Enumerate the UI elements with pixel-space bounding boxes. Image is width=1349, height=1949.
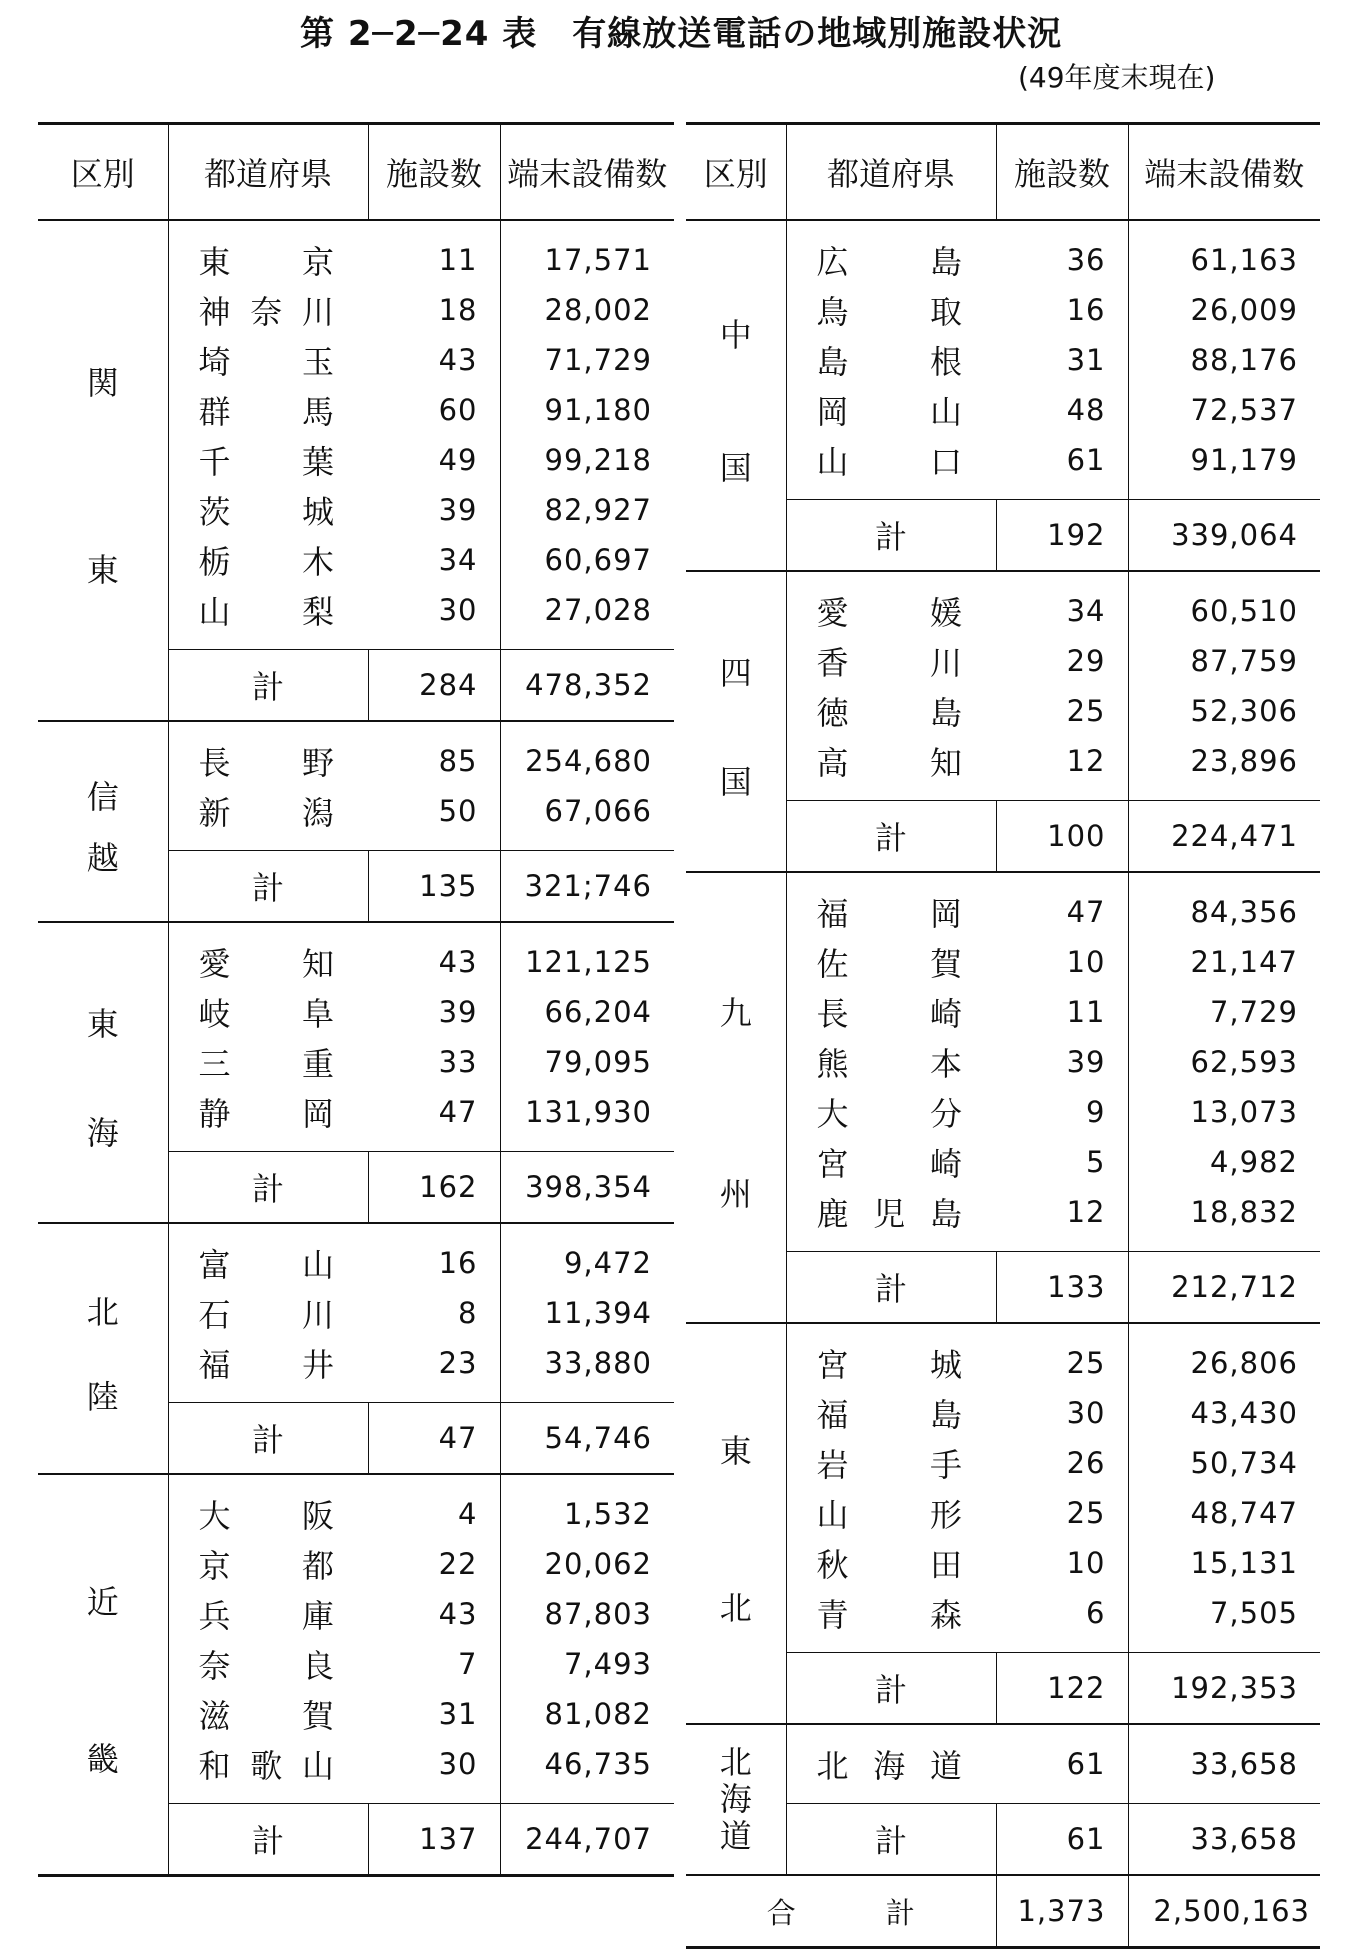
- terminal-count: 11,394: [544, 1296, 652, 1330]
- total-label: 計: [786, 801, 996, 873]
- facility-count: 39: [368, 485, 500, 535]
- prefecture-name: 山梨: [198, 593, 334, 631]
- terminal-count: 4,982: [1209, 1145, 1298, 1179]
- terminal-count: 131,930: [525, 1095, 652, 1129]
- terminal-count: 21,147: [1190, 945, 1298, 979]
- prefecture-name: 香川: [816, 644, 962, 682]
- facility-count: 10: [996, 1538, 1128, 1588]
- terminal-count: 23,896: [1190, 744, 1298, 778]
- facility-count: 33: [368, 1037, 500, 1087]
- terminal-count: 87,803: [544, 1597, 652, 1631]
- prefecture-name: 山形: [816, 1496, 962, 1534]
- prefecture-name: 石川: [198, 1296, 334, 1334]
- terminal-count: 82,927: [544, 493, 652, 527]
- prefecture-name: 長崎: [816, 995, 962, 1033]
- header-facilities: 施設数: [368, 124, 500, 221]
- region-name: [720, 655, 752, 801]
- facility-count: 11: [368, 220, 500, 285]
- header-region: 区別: [38, 124, 168, 221]
- region-char: 東: [86, 551, 119, 590]
- facility-count: 25: [996, 1488, 1128, 1538]
- total-facility-count: 47: [368, 1403, 500, 1475]
- region-cell: [38, 220, 168, 721]
- terminal-count: 60,697: [544, 543, 652, 577]
- terminal-count: 121,125: [500, 922, 674, 987]
- region-cell: [38, 922, 168, 1223]
- table-row: [686, 571, 1320, 636]
- total-facility-count: 162: [368, 1152, 500, 1224]
- terminal-count: 9,472: [500, 1223, 674, 1288]
- facility-count: 31: [368, 1689, 500, 1739]
- terminal-count: 60,510: [1128, 571, 1320, 636]
- facility-count: 23: [368, 1338, 500, 1403]
- prefecture-name: 岡山: [816, 393, 962, 431]
- terminal-count: 91,180: [544, 393, 652, 427]
- facility-count: 29: [996, 636, 1128, 686]
- region-char: 海: [86, 1114, 119, 1153]
- total-facility-count: 135: [368, 851, 500, 923]
- table-row: [38, 721, 674, 786]
- total-facility-count: 133: [996, 1252, 1128, 1324]
- region-char: 九: [719, 994, 752, 1033]
- region-cell: [686, 1724, 786, 1875]
- facility-count: 49: [368, 435, 500, 485]
- prefecture-name: 三重: [198, 1045, 334, 1083]
- facility-count: 25: [996, 686, 1128, 736]
- facility-count: 26: [996, 1438, 1128, 1488]
- terminal-count: 13,073: [1190, 1095, 1298, 1129]
- header-prefecture: 都道府県: [168, 124, 368, 221]
- total-label: 計: [786, 1252, 996, 1324]
- region-char: 北: [86, 1293, 119, 1332]
- prefecture-name: 愛媛: [786, 571, 996, 636]
- grand-total-facility-count: 1,373: [996, 1875, 1128, 1948]
- terminal-count: 52,306: [1190, 694, 1298, 728]
- table-row: [686, 1724, 1320, 1804]
- total-terminal-count: 224,471: [1128, 801, 1320, 873]
- facility-count: 60: [368, 385, 500, 435]
- facility-count: 39: [996, 1037, 1128, 1087]
- region-name: [87, 1006, 119, 1152]
- region-cell: [686, 571, 786, 872]
- total-terminal-count: 339,064: [1128, 500, 1320, 572]
- region-cell: [686, 1323, 786, 1724]
- facility-count: 36: [996, 220, 1128, 285]
- facility-count: 30: [996, 1388, 1128, 1438]
- region-cell: [38, 721, 168, 922]
- region-char: 四: [719, 654, 752, 693]
- facility-count: 7: [368, 1639, 500, 1689]
- facility-count: 61: [996, 435, 1128, 500]
- total-label: 計: [786, 500, 996, 572]
- total-label: 計: [168, 650, 368, 722]
- region-char: 北: [719, 1743, 752, 1781]
- facility-count: 22: [368, 1539, 500, 1589]
- region-name: [720, 1433, 752, 1627]
- terminal-count: 26,806: [1128, 1323, 1320, 1388]
- prefecture-name: 福岡: [786, 872, 996, 937]
- facility-count: 39: [368, 987, 500, 1037]
- prefecture-name: 群馬: [198, 393, 334, 431]
- facility-count: 30: [368, 585, 500, 650]
- terminal-count: 254,680: [500, 721, 674, 786]
- terminal-count: 66,204: [544, 995, 652, 1029]
- region-char: 道: [719, 1816, 752, 1855]
- table-row: [686, 1323, 1320, 1388]
- prefecture-name: 大阪: [168, 1474, 368, 1539]
- prefecture-name: 愛知: [168, 922, 368, 987]
- terminal-count: 61,163: [1190, 243, 1298, 277]
- terminal-count: 15,131: [1190, 1546, 1298, 1580]
- region-name: [720, 1744, 752, 1854]
- total-facility-count: 61: [996, 1804, 1128, 1876]
- prefecture-name: 山口: [816, 443, 962, 481]
- terminal-count: 18,832: [1190, 1195, 1298, 1229]
- facility-count: 61: [996, 1724, 1128, 1804]
- prefecture-name: 秋田: [816, 1546, 962, 1584]
- prefecture-name: 岩手: [816, 1446, 962, 1484]
- facility-count: 43: [368, 922, 500, 987]
- prefecture-name: 奈良: [198, 1647, 334, 1685]
- facility-count: 4: [368, 1474, 500, 1539]
- region-name: [87, 1584, 119, 1778]
- facility-count: 50: [368, 786, 500, 851]
- terminal-count: 79,095: [544, 1045, 652, 1079]
- prefecture-name: 新潟: [198, 794, 334, 832]
- total-facility-count: 192: [996, 500, 1128, 572]
- facility-count: 34: [996, 571, 1128, 636]
- region-name: [720, 995, 752, 1213]
- terminal-count: 67,066: [544, 794, 652, 828]
- terminal-count: 7,493: [563, 1647, 652, 1681]
- table-row: [38, 220, 674, 285]
- table-row: [686, 220, 1320, 285]
- region-char: 東: [86, 1005, 119, 1044]
- terminal-count: 48,747: [1190, 1496, 1298, 1530]
- facility-count: 16: [368, 1223, 500, 1288]
- terminal-count: 33,880: [544, 1346, 652, 1380]
- total-facility-count: 100: [996, 801, 1128, 873]
- region-char: 州: [719, 1175, 752, 1214]
- region-char: 中: [719, 316, 752, 355]
- prefecture-name: 千葉: [198, 443, 334, 481]
- prefecture-name: 徳島: [816, 694, 962, 732]
- total-terminal-count: 321;746: [500, 851, 674, 923]
- region-cell: [38, 1474, 168, 1876]
- terminal-count: 99,218: [544, 443, 652, 477]
- region-name: [87, 779, 119, 877]
- prefecture-name: 京都: [198, 1547, 334, 1585]
- region-cell: [686, 872, 786, 1323]
- header-facilities: 施設数: [996, 124, 1128, 221]
- facility-count: 43: [368, 1589, 500, 1639]
- total-label: 計: [168, 1152, 368, 1224]
- prefecture-name: 東京: [198, 243, 334, 281]
- terminal-count: 84,356: [1128, 872, 1320, 937]
- facility-count: 9: [996, 1087, 1128, 1137]
- facility-count: 11: [996, 987, 1128, 1037]
- terminal-count: 7,729: [1209, 995, 1298, 1029]
- region-cell: [38, 1223, 168, 1474]
- terminal-count: 91,179: [1190, 443, 1298, 477]
- region-char: 畿: [86, 1740, 119, 1779]
- prefecture-name: 高知: [816, 744, 962, 782]
- prefecture-name: 和歌山: [198, 1747, 334, 1785]
- region-char: 関: [86, 364, 119, 403]
- terminal-count: 28,002: [544, 293, 652, 327]
- prefecture-name: 北海道: [786, 1724, 996, 1804]
- facility-count: 48: [996, 385, 1128, 435]
- terminal-count: 87,759: [1190, 644, 1298, 678]
- region-char: 国: [719, 449, 752, 488]
- region-char: 北: [719, 1589, 752, 1628]
- facility-count: 5: [996, 1137, 1128, 1187]
- facility-count: 25: [996, 1323, 1128, 1388]
- facility-count: 18: [368, 285, 500, 335]
- terminal-count: 20,062: [544, 1547, 652, 1581]
- facility-count: 34: [368, 535, 500, 585]
- prefecture-name: 青森: [816, 1596, 962, 1634]
- total-terminal-count: 33,658: [1128, 1804, 1320, 1876]
- region-name: [720, 317, 752, 487]
- left-table: [38, 122, 674, 1877]
- region-char: 国: [719, 763, 752, 802]
- prefecture-name: 広島: [816, 243, 962, 281]
- terminal-count: 33,658: [1128, 1724, 1320, 1804]
- prefecture-name: 宮崎: [816, 1145, 962, 1183]
- facility-count: 31: [996, 335, 1128, 385]
- prefecture-name: 島根: [816, 343, 962, 381]
- prefecture-name: 兵庫: [198, 1597, 334, 1635]
- prefecture-name: 滋賀: [198, 1697, 334, 1735]
- grand-total-row: [686, 1875, 1320, 1948]
- table-subtitle-date: (49年度末現在): [1018, 61, 1216, 94]
- table-row: [38, 1223, 674, 1288]
- total-terminal-count: 54,746: [500, 1403, 674, 1475]
- total-terminal-count: 244,707: [500, 1804, 674, 1876]
- facility-count: 30: [368, 1739, 500, 1804]
- prefecture-name: 神奈川: [198, 293, 334, 331]
- region-name: [87, 1294, 119, 1416]
- region-char: 海: [719, 1779, 752, 1818]
- terminal-count: 50,734: [1190, 1446, 1298, 1480]
- terminal-count: 43,430: [1190, 1396, 1298, 1430]
- prefecture-name: 鳥取: [816, 293, 962, 331]
- region-char: 近: [86, 1583, 119, 1622]
- facility-count: 16: [996, 285, 1128, 335]
- prefecture-name: 熊本: [816, 1045, 962, 1083]
- terminal-count: 72,537: [1190, 393, 1298, 427]
- prefecture-name: 埼玉: [198, 343, 334, 381]
- region-char: 陸: [86, 1378, 119, 1417]
- prefecture-name: 鹿児島: [816, 1195, 962, 1233]
- table-row: [686, 872, 1320, 937]
- prefecture-name: 富山: [168, 1223, 368, 1288]
- grand-total-label: [686, 1875, 996, 1948]
- grand-total-terminal-count: 2,500,163: [1128, 1875, 1320, 1948]
- terminal-count: 88,176: [1190, 343, 1298, 377]
- terminal-count: 17,571: [544, 243, 652, 277]
- facility-count: 85: [368, 721, 500, 786]
- terminal-count: 27,028: [544, 593, 652, 627]
- total-label: 計: [786, 1653, 996, 1725]
- total-facility-count: 137: [368, 1804, 500, 1876]
- total-terminal-count: 478,352: [500, 650, 674, 722]
- total-terminal-count: 398,354: [500, 1152, 674, 1224]
- total-facility-count: 284: [368, 650, 500, 722]
- total-terminal-count: 192,353: [1128, 1653, 1320, 1725]
- prefecture-name: 大分: [816, 1095, 962, 1133]
- prefecture-name: 茨城: [198, 493, 334, 531]
- total-label: 計: [786, 1804, 996, 1876]
- facility-count: 43: [368, 335, 500, 385]
- region-char: 信: [86, 778, 119, 817]
- terminal-count: 81,082: [544, 1697, 652, 1731]
- region-char: 東: [719, 1432, 752, 1471]
- prefecture-name: 福島: [816, 1396, 962, 1434]
- facility-count: 12: [996, 736, 1128, 801]
- total-label: 計: [168, 1804, 368, 1876]
- region-name: [87, 365, 119, 589]
- grand-total-char: 計: [885, 1895, 915, 1930]
- grand-total-char: 合: [766, 1895, 796, 1930]
- right-table: [686, 122, 1320, 1949]
- table-row: [38, 922, 674, 987]
- terminal-count: 7,505: [1209, 1596, 1298, 1630]
- region-cell: [686, 220, 786, 571]
- facility-count: 10: [996, 937, 1128, 987]
- facility-count: 47: [996, 872, 1128, 937]
- terminal-count: 26,009: [1190, 293, 1298, 327]
- table-title: 第 2─2─24 表 有線放送電話の地域別施設状況: [300, 14, 1063, 54]
- prefecture-name: 福井: [198, 1346, 334, 1384]
- prefecture-name: 静岡: [198, 1095, 334, 1133]
- header-terminals: 端末設備数: [500, 124, 674, 221]
- total-facility-count: 122: [996, 1653, 1128, 1725]
- terminal-count: 71,729: [544, 343, 652, 377]
- total-terminal-count: 212,712: [1128, 1252, 1320, 1324]
- prefecture-name: 佐賀: [816, 945, 962, 983]
- prefecture-name: 岐阜: [198, 995, 334, 1033]
- table-row: [38, 1474, 674, 1539]
- terminal-count: 1,532: [500, 1474, 674, 1539]
- total-label: 計: [168, 1403, 368, 1475]
- facility-count: 12: [996, 1187, 1128, 1252]
- total-label: 計: [168, 851, 368, 923]
- terminal-count: 46,735: [544, 1747, 652, 1781]
- facility-count: 6: [996, 1588, 1128, 1653]
- header-region: 区別: [686, 124, 786, 221]
- facility-count: 47: [368, 1087, 500, 1152]
- terminal-count: 62,593: [1190, 1045, 1298, 1079]
- facility-count: 8: [368, 1288, 500, 1338]
- prefecture-name: 長野: [168, 721, 368, 786]
- prefecture-name: 栃木: [198, 543, 334, 581]
- prefecture-name: 宮城: [786, 1323, 996, 1388]
- header-prefecture: 都道府県: [786, 124, 996, 221]
- region-char: 越: [86, 839, 119, 878]
- header-terminals: 端末設備数: [1128, 124, 1320, 221]
